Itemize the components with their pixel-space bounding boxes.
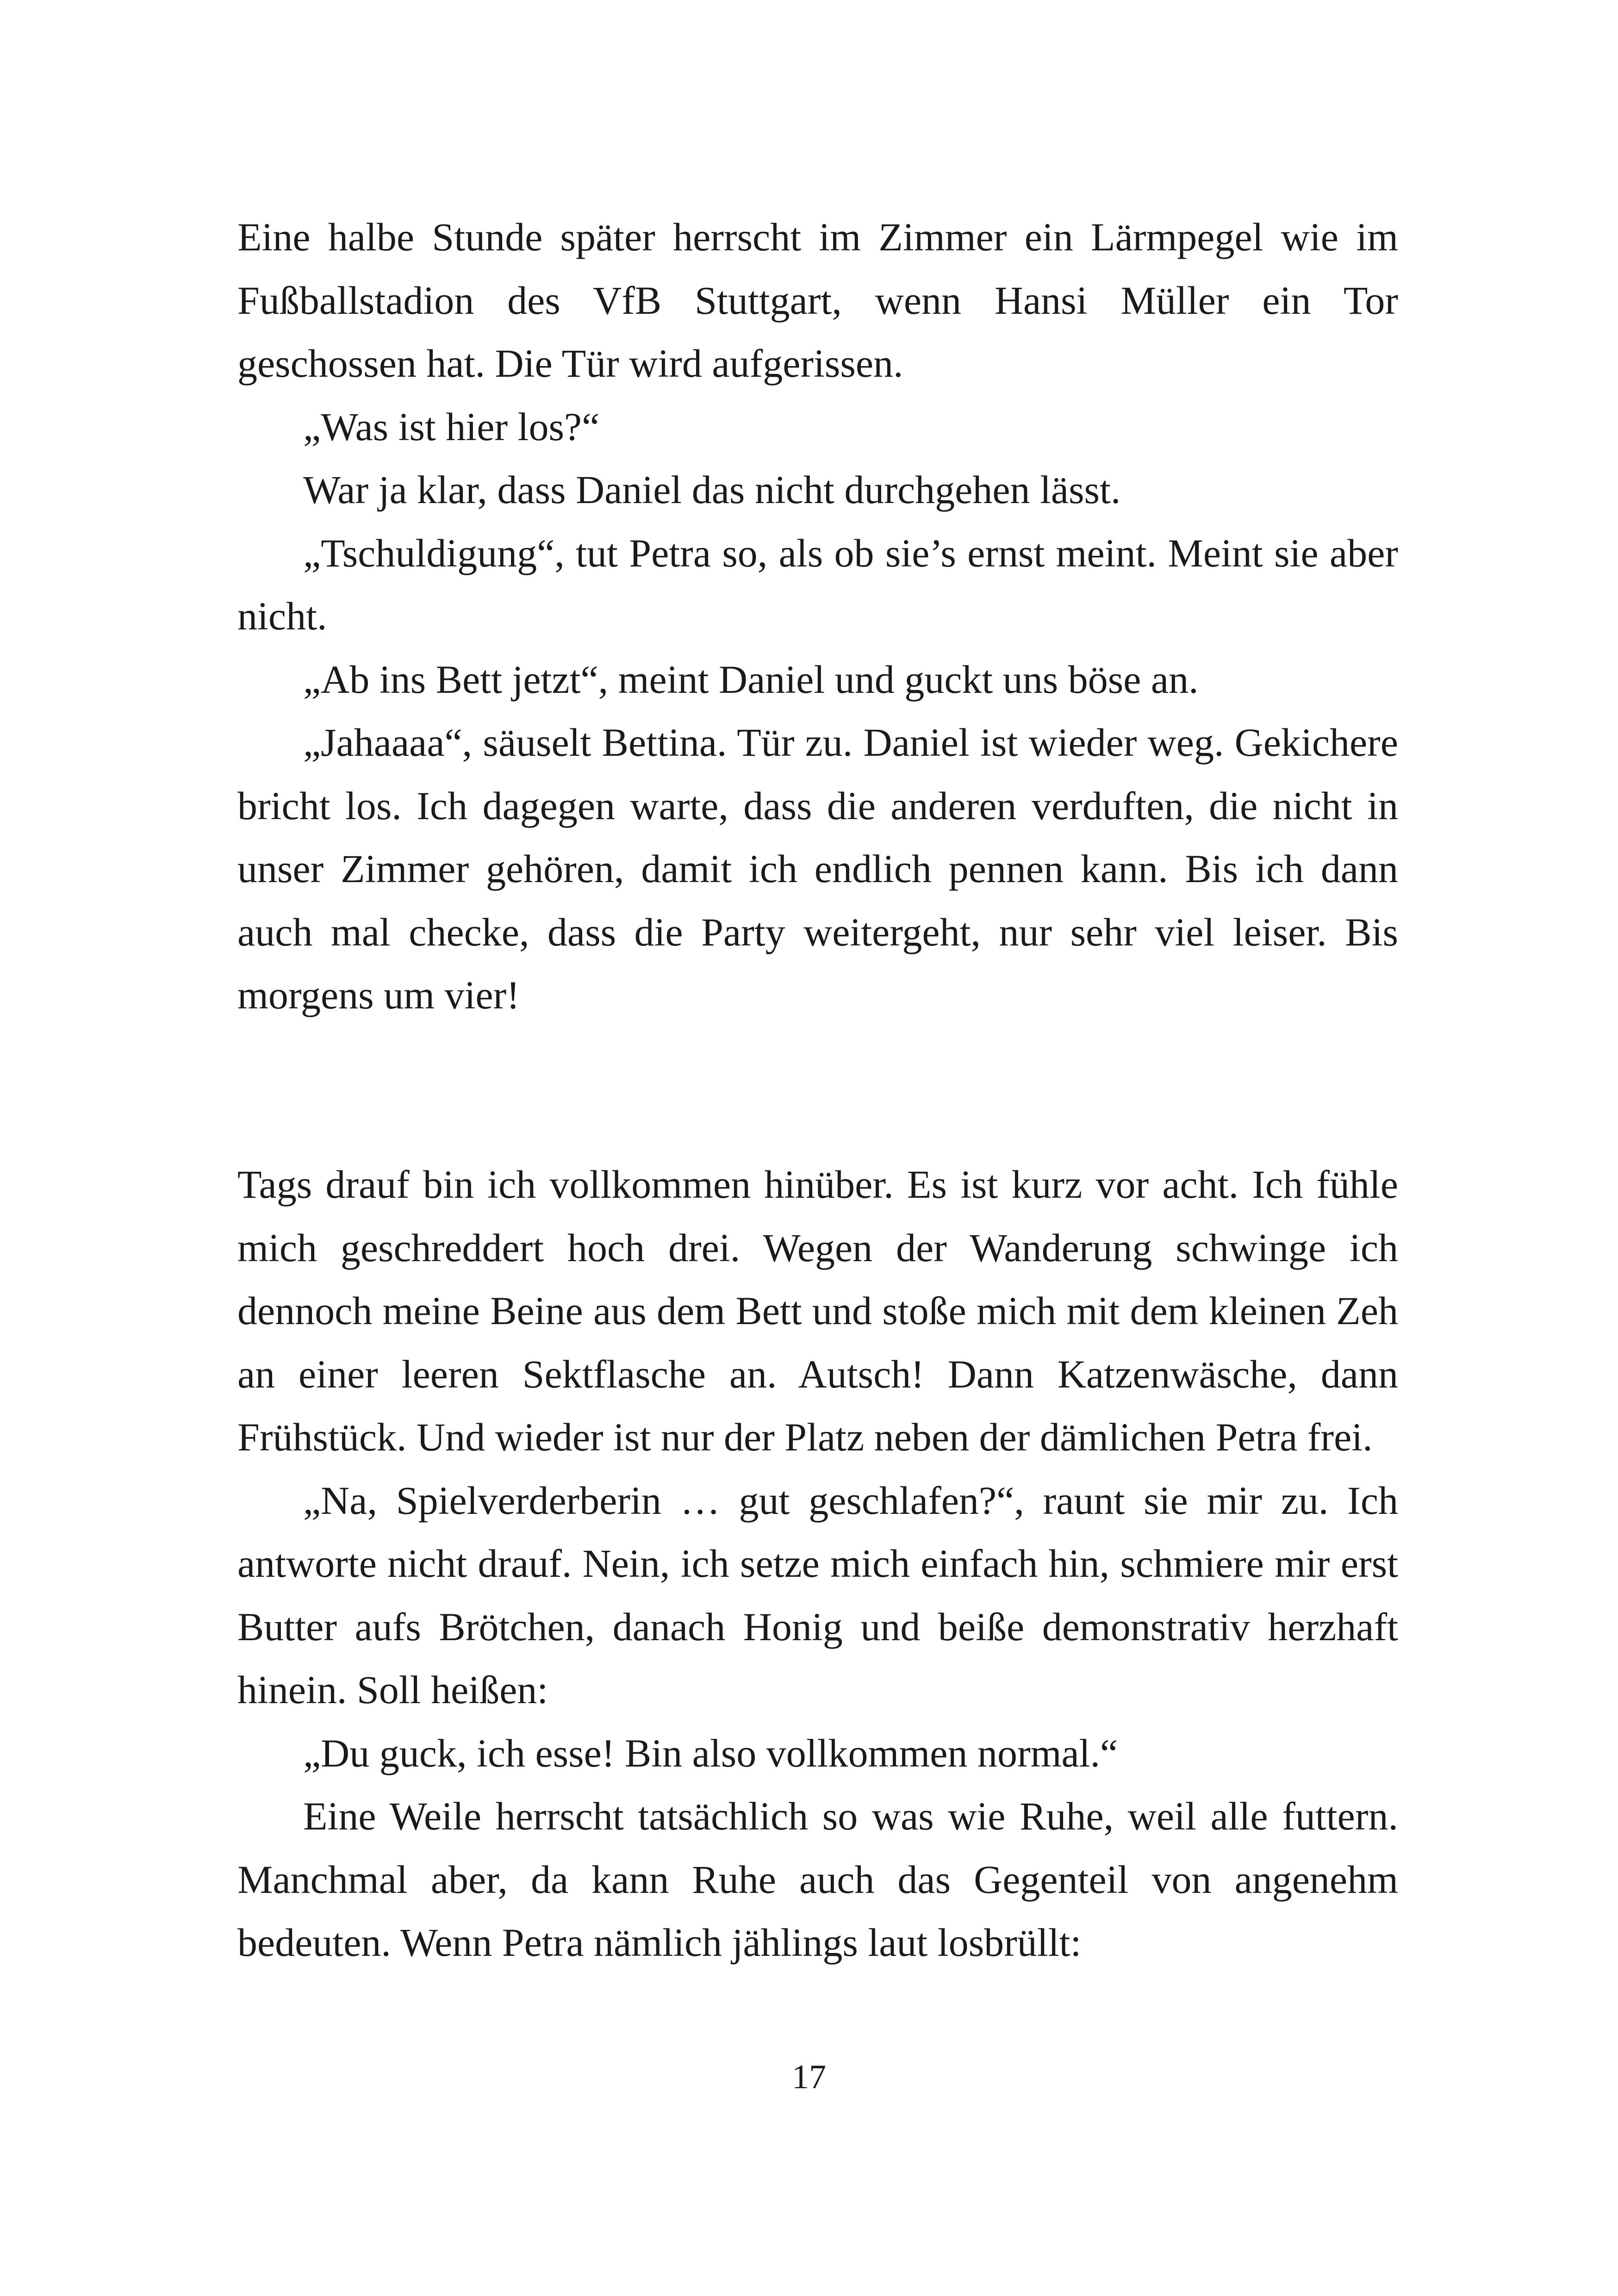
paragraph: „Du guck, ich esse! Bin also vollkommen normal.“ [303, 1730, 1118, 1775]
paragraph: Eine halbe Stunde später herrscht im Zimmer ein Lärmpegel wie im Fußballstadion des VfB Stuttgart, wenn Hansi Müller ein Tor geschossen hat. Die Tür wird aufgerissen. [237, 215, 1398, 386]
paragraph: „Was ist hier los?“ [303, 404, 600, 449]
section-one [237, 205, 1398, 1027]
paragraph: „Tschuldigung“, tut Petra so, als ob sie’s ernst meint. Meint sie aber nicht. [237, 530, 1398, 638]
paragraph: „Ab ins Bett jetzt“, meint Daniel und guckt uns böse an. [303, 657, 1199, 702]
paragraph: „Na, Spielverderberin … gut geschlafen?“, raunt sie mir zu. Ich antworte nicht drauf. Nein, ich setze mich einfach hin, schmiere mir erst Butter aufs Brötchen, danach Honig und beiße demonstrativ herzhaft hinein. Soll heißen: [237, 1478, 1398, 1712]
paragraph: „Jahaaaa“, säuselt Bettina. Tür zu. Daniel ist wieder weg. Gekichere bricht los. Ich dagegen warte, dass die anderen verduften, die nicht in unser Zimmer gehören, damit ich endlich pennen kann. Bis ich dann auch mal checke, dass die Party weitergeht, nur sehr viel leiser. Bis morgens um vier! [237, 720, 1398, 1017]
section-two [237, 1153, 1398, 1974]
paragraph: Tags drauf bin ich vollkommen hinüber. Es ist kurz vor acht. Ich fühle mich geschreddert hoch drei. Wegen der Wanderung schwinge ich dennoch meine Beine aus dem Bett und stoße mich mit dem kleinen Zeh an einer leeren Sektflasche an. Autsch! Dann Katzenwäsche, dann Frühstück. Und wieder ist nur der Platz neben der dämlichen Petra frei. [237, 1162, 1398, 1459]
page-number: 17 [792, 2058, 826, 2096]
paragraph: Eine Weile herrscht tatsächlich so was wie Ruhe, weil alle futtern. Manchmal aber, da kann Ruhe auch das Gegenteil von angenehm bedeuten. Wenn Petra nämlich jählings laut losbrüllt: [237, 1794, 1398, 1965]
paragraph: War ja klar, dass Daniel das nicht durchgehen lässt. [303, 467, 1121, 512]
